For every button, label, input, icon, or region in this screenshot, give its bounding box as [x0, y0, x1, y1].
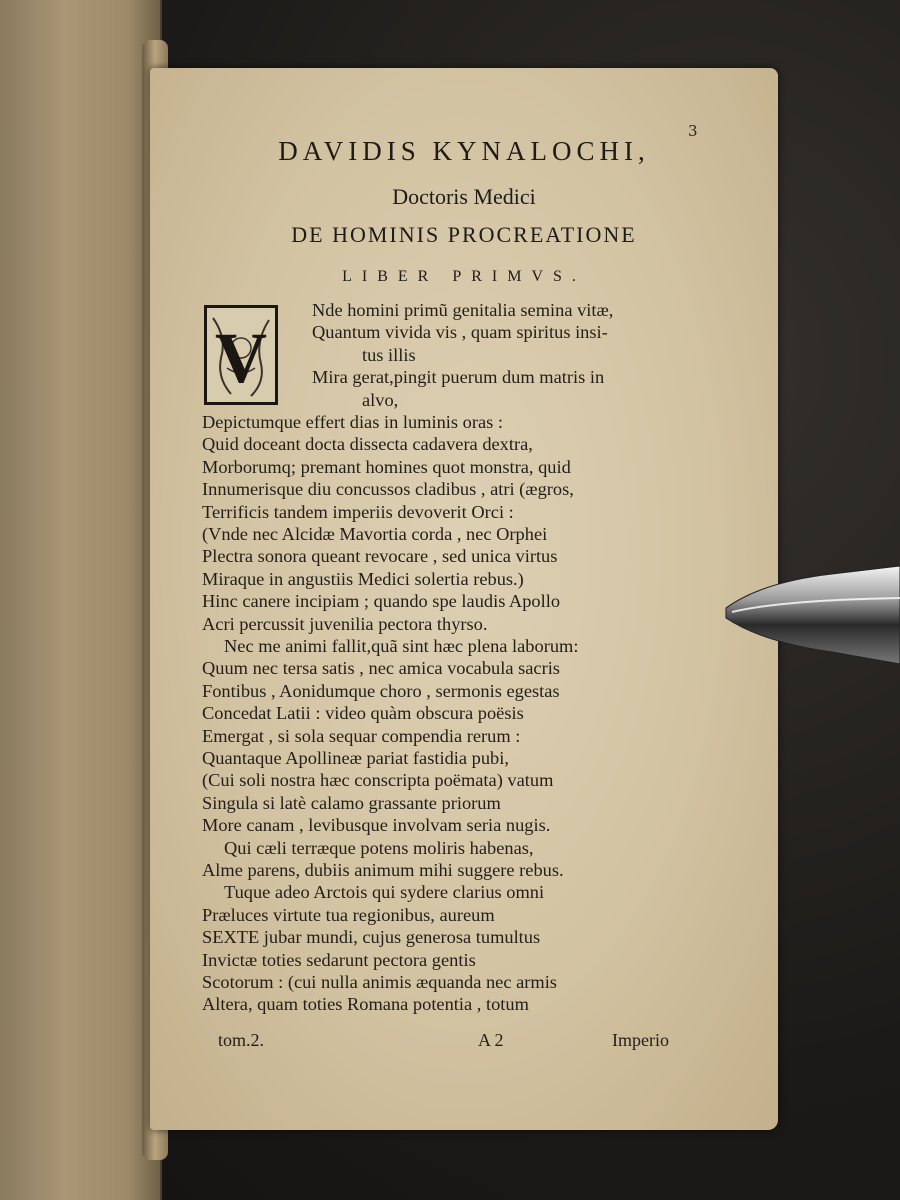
verse-line: Qui cæli terræque potens moliris habenas,	[224, 837, 534, 858]
verse-line: Nec me animi fallit,quã sint hæc plena laborum:	[224, 636, 579, 656]
decorated-initial-art	[207, 308, 275, 402]
page-number: 3	[688, 122, 698, 140]
verse-line: Invictæ toties sedarunt pectora gentis	[202, 949, 476, 970]
verse-line: More canam , levibusque involvam seria nugis.	[202, 815, 551, 836]
verse-line: Mira gerat,pingit puerum dum matris in	[312, 367, 605, 388]
verse-line: Morborumq; premant homines quot monstra, quid	[202, 456, 571, 477]
verse-line: Quid doceant docta dissecta cadavera dextra,	[202, 434, 533, 455]
verse-line: Fontibus , Aonidumque choro , sermonis egestas	[202, 680, 560, 701]
verse-line: SEXTE jubar mundi, cujus generosa tumultus	[202, 927, 541, 948]
book-heading: LIBER PRIMVS.	[342, 268, 586, 285]
initial-letter: V	[215, 318, 267, 398]
verse-line: Alme parens, dubiis animum mihi suggere rebus.	[202, 860, 564, 880]
verse-line: Scotorum : (cui nulla animis æquanda nec armis	[202, 972, 557, 992]
verse-line: Emergat , si sola sequar compendia rerum :	[202, 725, 521, 746]
verse-line: (Vnde nec Alcidæ Mavortia corda , nec Orphei	[202, 524, 548, 544]
verse-line: Altera, quam toties Romana potentia , totum	[202, 994, 529, 1015]
verse-line: Depictumque effert dias in luminis oras :	[202, 412, 503, 432]
book-cover-left	[0, 0, 162, 1200]
author-title: Doctoris Medici	[392, 184, 536, 209]
work-title: DE HOMINIS PROCREATIONE	[291, 222, 637, 247]
verse-line: alvo,	[362, 389, 399, 410]
verse-line: tus illis	[362, 344, 416, 365]
verse-line: Singula si latè calamo grassante priorum	[202, 792, 501, 813]
verse-line: (Cui soli nostra hæc conscripta poëmata) vatum	[202, 770, 554, 791]
footer-signature: A 2	[478, 1030, 504, 1050]
verse-line: Concedat Latii : video quàm obscura poësis	[202, 703, 524, 724]
verse-line: Quantaque Apollineæ pariat fastidia pubi,	[202, 748, 509, 768]
verse-line: Hinc canere incipiam ; quando spe laudis Apollo	[202, 591, 561, 612]
verse-line: Plectra sonora queant revocare , sed unica virtus	[202, 546, 558, 567]
verse-line: Præluces virtute tua regionibus, aureum	[202, 904, 495, 925]
verse-line: Innumerisque diu concussos cladibus , atri (ægros,	[202, 479, 574, 500]
footer-volume: tom.2.	[218, 1030, 265, 1050]
verse-line: Quum nec tersa satis , nec amica vocabula sacris	[202, 658, 560, 679]
metal-clip	[722, 560, 900, 670]
author-heading: DAVIDIS KYNALOCHI,	[278, 136, 650, 166]
verse-line: Terrificis tandem imperiis devoverit Orci :	[202, 501, 514, 522]
verse-line: Tuque adeo Arctois qui sydere clarius omni	[224, 882, 545, 903]
verse-line: Acri percussit juvenilia pectora thyrso.	[202, 613, 488, 634]
decorated-initial	[204, 305, 278, 405]
footer-catchword: Imperio	[612, 1030, 669, 1050]
verse-line: Nde homini primũ genitalia semina vitæ,	[312, 300, 614, 320]
verse-line: Miraque in angustiis Medici solertia rebus.)	[202, 568, 524, 589]
verse-line: Quantum vivida vis , quam spiritus insi-	[312, 322, 608, 343]
